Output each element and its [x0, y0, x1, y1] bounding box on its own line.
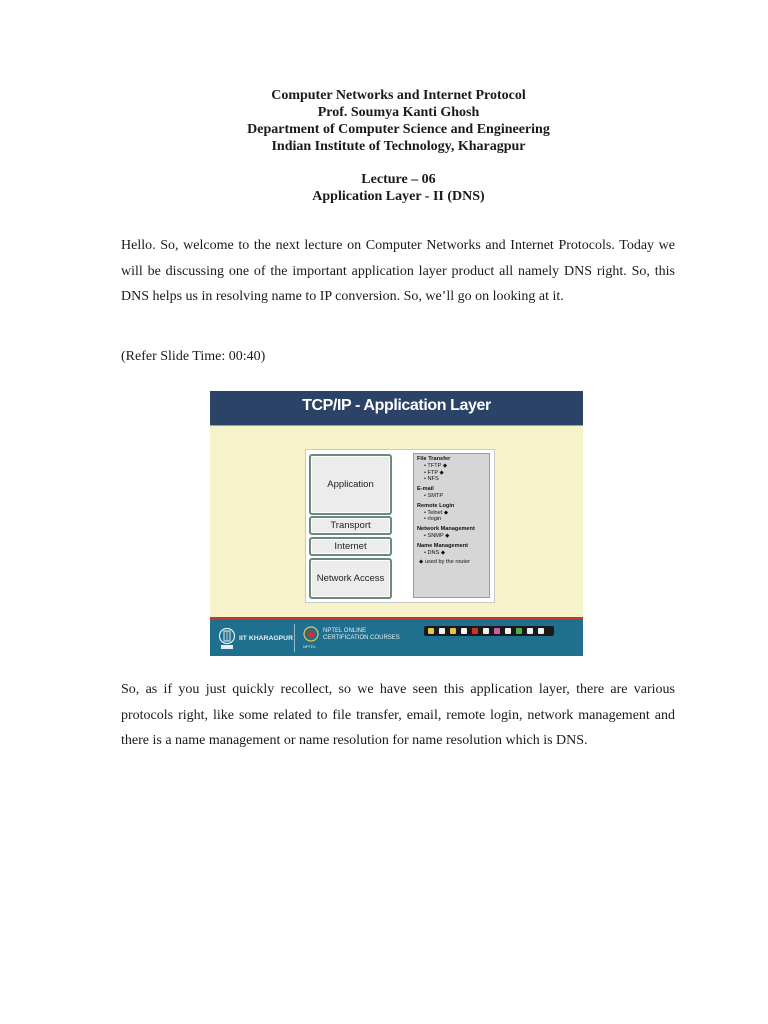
protocol-item: • SNMP ◆: [424, 532, 450, 539]
protocol-group-title: E-mail: [417, 486, 434, 493]
slide-title: TCP/IP - Application Layer: [302, 397, 491, 414]
protocol-item: • SMTP: [424, 492, 444, 499]
clear-tool-icon: [538, 628, 544, 634]
lecture-title: Application Layer - II (DNS): [312, 189, 485, 204]
nptel-line-2: CERTIFICATION COURSES: [323, 635, 400, 641]
protocol-group-name-management: [417, 543, 486, 557]
layer-transport: Transport: [309, 516, 392, 535]
highlighter-tool-icon: [450, 628, 456, 634]
annotation-toolbar: [424, 626, 554, 636]
protocol-item: • DNS ◆: [424, 549, 446, 556]
iit-logo-icon: [218, 627, 236, 651]
protocol-item: • FTP ◆: [424, 469, 444, 476]
eraser-tool-icon: [461, 628, 467, 634]
tcpip-layer-diagram: [305, 449, 495, 603]
intro-paragraph: Hello. So, welcome to the next lecture on Computer Networks and Internet Protocols. Today we will be discussing one of the important application layer product all namely DNS right. So, this DNS helps us in resolving name to IP conversion. So, we’ll go on looking at it.: [121, 238, 675, 304]
router-note: ◆ used by the router: [419, 559, 470, 566]
protocol-group-title: File Transfer: [417, 456, 451, 462]
layer-network-access: Network Access: [309, 558, 392, 599]
marker-tool-icon: [516, 628, 522, 634]
protocol-group-remote-login: [417, 503, 486, 523]
document-header: [0, 87, 768, 155]
undo-tool-icon: [527, 628, 533, 634]
lecture-slide-image: [210, 391, 583, 656]
protocol-group-title: Remote Login: [417, 502, 455, 509]
nptel-small-label: NPTEL: [303, 644, 316, 649]
nptel-courses-label: [323, 628, 400, 642]
color-tool-icon: [494, 628, 500, 634]
slide-footer-stripe: [210, 617, 583, 620]
pen-tool-icon: [439, 628, 445, 634]
protocol-item: • Telnet ◆: [424, 509, 449, 516]
layer-internet: Internet: [309, 537, 392, 556]
protocol-group-email: [417, 486, 486, 500]
protocol-group-title: Network Management: [417, 526, 475, 533]
protocol-group-network-management: [417, 526, 486, 540]
shape-tool-icon: [472, 628, 478, 634]
footer-divider: [294, 624, 295, 652]
course-title: Computer Networks and Internet Protocol: [271, 88, 526, 103]
protocol-item: • rlogin: [424, 516, 442, 523]
protocol-list: [413, 453, 490, 598]
layer-application: Application: [309, 454, 392, 515]
line-tool-icon: [505, 628, 511, 634]
lecture-number: Lecture – 06: [361, 172, 436, 187]
text-tool-icon: [483, 628, 489, 634]
protocol-item: • NFS: [424, 476, 439, 483]
recap-paragraph: So, as if you just quickly recollect, so we have seen this application layer, there are various protocols right, like some related to file transfer, email, remote login, network management and there is a name management or name resolution for name resolution which is DNS.: [121, 682, 675, 748]
lecture-heading: [0, 171, 768, 205]
department-name: Department of Computer Science and Engineering: [247, 122, 550, 137]
institute-name: Indian Institute of Technology, Kharagpur: [271, 139, 526, 154]
protocol-group-title: Name Management: [417, 542, 468, 549]
nptel-logo-icon: [303, 626, 319, 642]
protocol-group-file-transfer: [417, 456, 486, 483]
pointer-tool-icon: [428, 628, 434, 634]
iit-kharagpur-label: IIT KHARAGPUR: [239, 635, 293, 642]
refer-slide-time: (Refer Slide Time: 00:40): [121, 349, 266, 364]
nptel-line-1: NPTEL ONLINE: [323, 628, 367, 634]
professor-name: Prof. Soumya Kanti Ghosh: [317, 105, 480, 120]
protocol-item: • TFTP ◆: [424, 462, 448, 469]
